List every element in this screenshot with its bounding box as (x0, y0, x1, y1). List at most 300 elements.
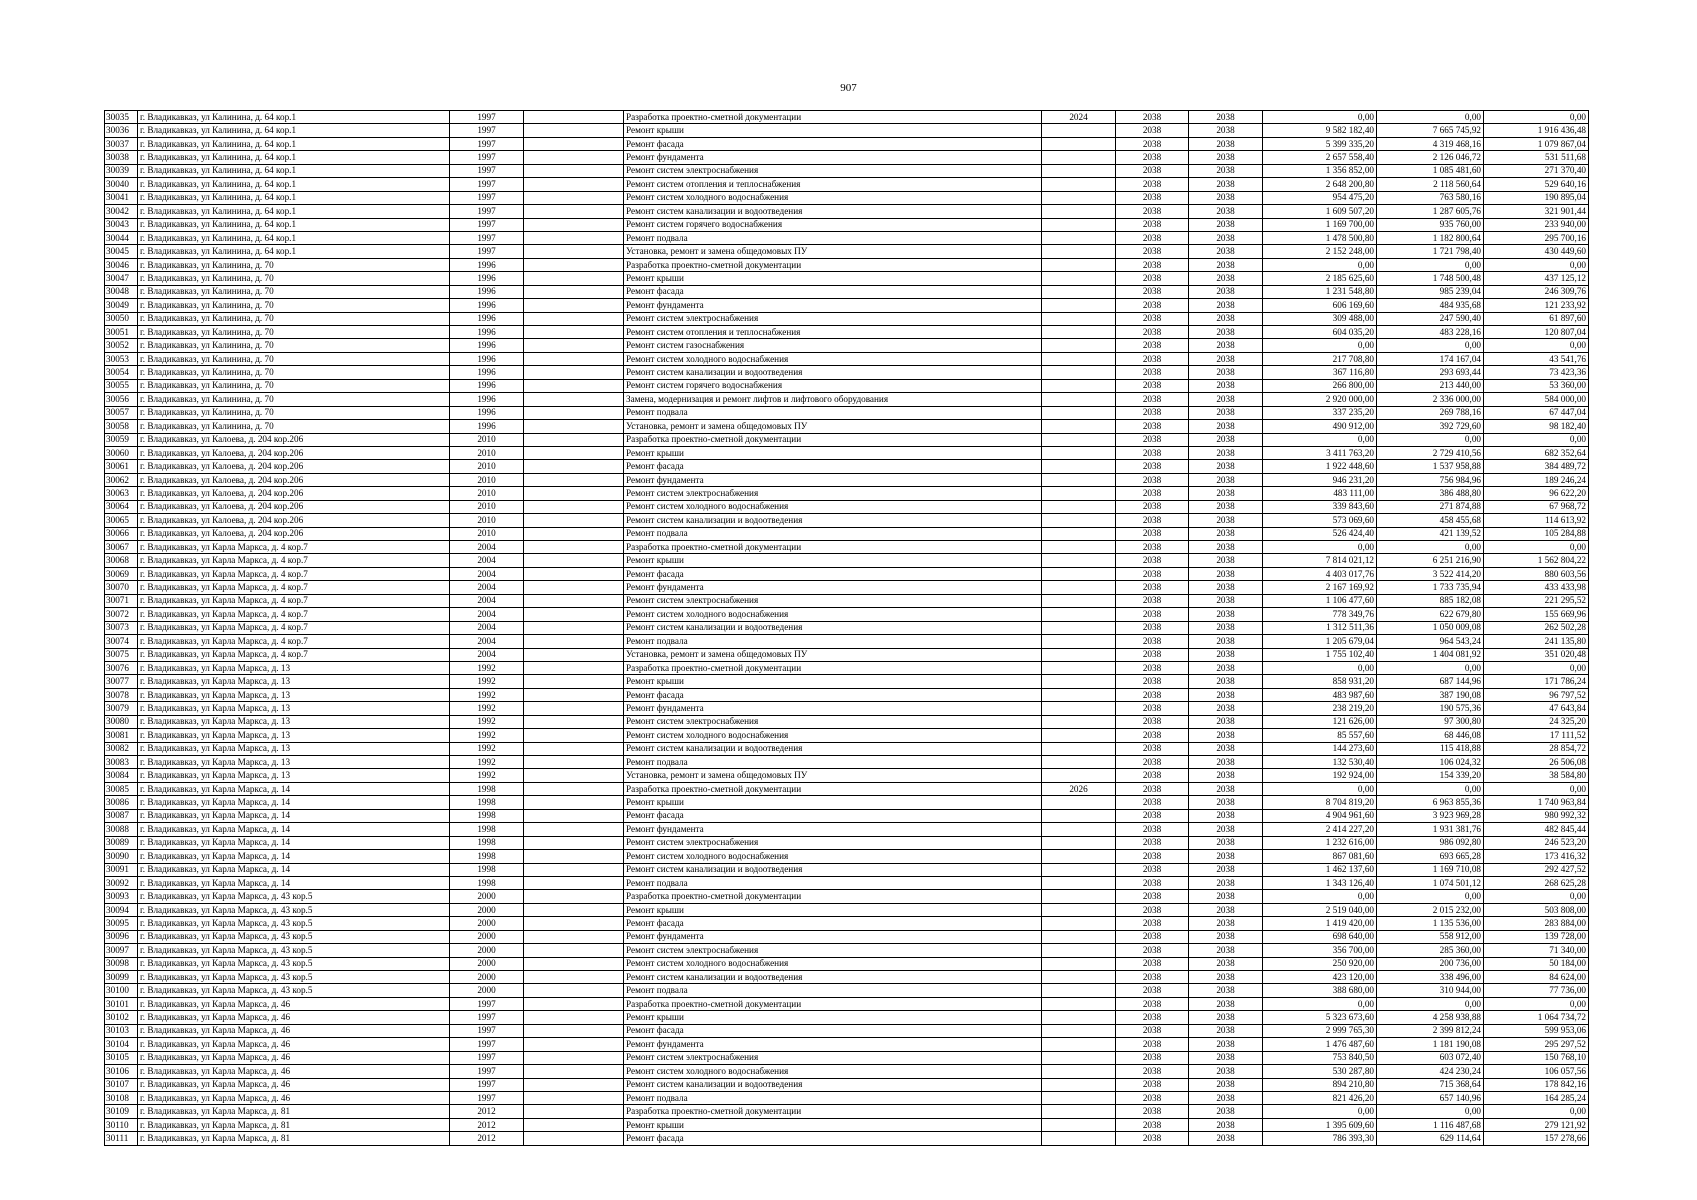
build-year-cell: 1997 (450, 151, 524, 164)
fund-cost-cell: 4 258 938,88 (1377, 1011, 1484, 1024)
end-year-cell: 2038 (1189, 326, 1263, 339)
total-cost-cell: 946 231,20 (1263, 473, 1377, 486)
end-year-cell: 2038 (1189, 756, 1263, 769)
fund-cost-cell: 1 085 481,60 (1377, 164, 1484, 177)
address-cell: г. Владикавказ, ул Карла Маркса, д. 81 (138, 1118, 450, 1131)
total-cost-cell: 8 704 819,20 (1263, 796, 1377, 809)
record-id-cell: 30037 (105, 137, 138, 150)
record-id-cell: 30093 (105, 890, 138, 903)
build-year-cell: 1996 (450, 406, 524, 419)
start-year-cell: 2038 (1116, 997, 1189, 1010)
end-year-cell: 2038 (1189, 1118, 1263, 1131)
work-type-cell: Ремонт систем электроснабжения (624, 944, 1042, 957)
plan-year-cell (1042, 352, 1116, 365)
table-row (105, 218, 1589, 231)
work-type-cell: Ремонт крыши (624, 675, 1042, 688)
plan-year-cell (1042, 1051, 1116, 1064)
work-type-cell: Установка, ремонт и замена общедомовых ПУ (624, 648, 1042, 661)
address-cell: г. Владикавказ, ул Карла Маркса, д. 46 (138, 997, 450, 1010)
work-type-cell: Ремонт систем холодного водоснабжения (624, 500, 1042, 513)
record-id-cell: 30035 (105, 111, 138, 124)
address-cell: г. Владикавказ, ул Калоева, д. 204 кор.206 (138, 460, 450, 473)
owner-cost-cell: 178 842,16 (1484, 1078, 1589, 1091)
end-year-cell: 2038 (1189, 500, 1263, 513)
address-cell: г. Владикавказ, ул Карла Маркса, д. 14 (138, 823, 450, 836)
address-cell: г. Владикавказ, ул Карла Маркса, д. 14 (138, 850, 450, 863)
end-year-cell: 2038 (1189, 702, 1263, 715)
end-year-cell: 2038 (1189, 111, 1263, 124)
blank-cell (524, 514, 624, 527)
owner-cost-cell: 482 845,44 (1484, 823, 1589, 836)
start-year-cell: 2038 (1116, 1038, 1189, 1051)
start-year-cell: 2038 (1116, 312, 1189, 325)
end-year-cell: 2038 (1189, 473, 1263, 486)
owner-cost-cell: 121 233,92 (1484, 299, 1589, 312)
end-year-cell: 2038 (1189, 460, 1263, 473)
address-cell: г. Владикавказ, ул Калинина, д. 64 кор.1 (138, 205, 450, 218)
blank-cell (524, 890, 624, 903)
total-cost-cell: 1 232 616,00 (1263, 836, 1377, 849)
address-cell: г. Владикавказ, ул Карла Маркса, д. 4 кор.7 (138, 541, 450, 554)
plan-year-cell (1042, 541, 1116, 554)
build-year-cell: 1997 (450, 1038, 524, 1051)
table-row (105, 782, 1589, 795)
total-cost-cell: 266 800,00 (1263, 379, 1377, 392)
blank-cell (524, 661, 624, 674)
blank-cell (524, 1051, 624, 1064)
plan-year-cell (1042, 191, 1116, 204)
build-year-cell: 1992 (450, 675, 524, 688)
blank-cell (524, 111, 624, 124)
work-type-cell: Ремонт фасада (624, 460, 1042, 473)
work-type-cell: Ремонт систем электроснабжения (624, 1051, 1042, 1064)
total-cost-cell: 526 424,40 (1263, 527, 1377, 540)
address-cell: г. Владикавказ, ул Карла Маркса, д. 43 кор.5 (138, 971, 450, 984)
end-year-cell: 2038 (1189, 850, 1263, 863)
table-row (105, 635, 1589, 648)
build-year-cell: 2000 (450, 917, 524, 930)
work-type-cell: Разработка проектно-сметной документации (624, 890, 1042, 903)
address-cell: г. Владикавказ, ул Калинина, д. 70 (138, 299, 450, 312)
work-type-cell: Замена, модернизация и ремонт лифтов и лифтового оборудования (624, 393, 1042, 406)
work-type-cell: Ремонт систем отопления и теплоснабжения (624, 326, 1042, 339)
plan-year-cell (1042, 218, 1116, 231)
fund-cost-cell: 387 190,08 (1377, 688, 1484, 701)
plan-year-cell (1042, 661, 1116, 674)
fund-cost-cell: 1 733 735,94 (1377, 581, 1484, 594)
blank-cell (524, 231, 624, 244)
total-cost-cell: 217 708,80 (1263, 352, 1377, 365)
total-cost-cell: 337 235,20 (1263, 406, 1377, 419)
build-year-cell: 1998 (450, 863, 524, 876)
start-year-cell: 2038 (1116, 527, 1189, 540)
fund-cost-cell: 483 228,16 (1377, 326, 1484, 339)
fund-cost-cell: 106 024,32 (1377, 756, 1484, 769)
owner-cost-cell: 105 284,88 (1484, 527, 1589, 540)
work-type-cell: Ремонт систем электроснабжения (624, 487, 1042, 500)
start-year-cell: 2038 (1116, 957, 1189, 970)
fund-cost-cell: 7 665 745,92 (1377, 124, 1484, 137)
fund-cost-cell: 0,00 (1377, 433, 1484, 446)
table-row (105, 406, 1589, 419)
address-cell: г. Владикавказ, ул Карла Маркса, д. 4 кор.7 (138, 621, 450, 634)
record-id-cell: 30043 (105, 218, 138, 231)
plan-year-cell (1042, 594, 1116, 607)
fund-cost-cell: 200 736,00 (1377, 957, 1484, 970)
table-row (105, 446, 1589, 459)
blank-cell (524, 1105, 624, 1118)
owner-cost-cell: 53 360,00 (1484, 379, 1589, 392)
plan-year-cell (1042, 608, 1116, 621)
build-year-cell: 2010 (450, 514, 524, 527)
fund-cost-cell: 269 788,16 (1377, 406, 1484, 419)
plan-year-cell (1042, 1038, 1116, 1051)
record-id-cell: 30041 (105, 191, 138, 204)
plan-year-cell (1042, 420, 1116, 433)
fund-cost-cell: 338 496,00 (1377, 971, 1484, 984)
plan-year-cell (1042, 997, 1116, 1010)
total-cost-cell: 483 987,60 (1263, 688, 1377, 701)
total-cost-cell: 3 411 763,20 (1263, 446, 1377, 459)
build-year-cell: 1998 (450, 850, 524, 863)
end-year-cell: 2038 (1189, 151, 1263, 164)
start-year-cell: 2038 (1116, 541, 1189, 554)
start-year-cell: 2038 (1116, 339, 1189, 352)
blank-cell (524, 1011, 624, 1024)
start-year-cell: 2038 (1116, 1024, 1189, 1037)
total-cost-cell: 2 185 625,60 (1263, 272, 1377, 285)
work-type-cell: Ремонт систем отопления и теплоснабжения (624, 178, 1042, 191)
owner-cost-cell: 67 968,72 (1484, 500, 1589, 513)
end-year-cell: 2038 (1189, 420, 1263, 433)
build-year-cell: 1997 (450, 205, 524, 218)
table-row (105, 1038, 1589, 1051)
owner-cost-cell: 28 854,72 (1484, 742, 1589, 755)
fund-cost-cell: 68 446,08 (1377, 729, 1484, 742)
record-id-cell: 30058 (105, 420, 138, 433)
fund-cost-cell: 0,00 (1377, 782, 1484, 795)
build-year-cell: 1996 (450, 258, 524, 271)
total-cost-cell: 1 356 852,00 (1263, 164, 1377, 177)
blank-cell (524, 903, 624, 916)
build-year-cell: 1997 (450, 1011, 524, 1024)
build-year-cell: 2012 (450, 1118, 524, 1131)
address-cell: г. Владикавказ, ул Карла Маркса, д. 13 (138, 742, 450, 755)
fund-cost-cell: 1 721 798,40 (1377, 245, 1484, 258)
work-type-cell: Ремонт систем холодного водоснабжения (624, 608, 1042, 621)
address-cell: г. Владикавказ, ул Калоева, д. 204 кор.206 (138, 514, 450, 527)
start-year-cell: 2038 (1116, 218, 1189, 231)
blank-cell (524, 406, 624, 419)
build-year-cell: 2012 (450, 1132, 524, 1145)
total-cost-cell: 573 069,60 (1263, 514, 1377, 527)
end-year-cell: 2038 (1189, 621, 1263, 634)
total-cost-cell: 0,00 (1263, 1105, 1377, 1118)
build-year-cell: 1997 (450, 137, 524, 150)
plan-year-cell (1042, 245, 1116, 258)
end-year-cell: 2038 (1189, 688, 1263, 701)
fund-cost-cell: 0,00 (1377, 541, 1484, 554)
record-id-cell: 30067 (105, 541, 138, 554)
work-type-cell: Ремонт фундамента (624, 702, 1042, 715)
address-cell: г. Владикавказ, ул Калинина, д. 64 кор.1 (138, 231, 450, 244)
build-year-cell: 2010 (450, 527, 524, 540)
total-cost-cell: 954 475,20 (1263, 191, 1377, 204)
fund-cost-cell: 885 182,08 (1377, 594, 1484, 607)
end-year-cell: 2038 (1189, 729, 1263, 742)
plan-year-cell (1042, 393, 1116, 406)
end-year-cell: 2038 (1189, 890, 1263, 903)
fund-cost-cell: 1 748 500,48 (1377, 272, 1484, 285)
build-year-cell: 2004 (450, 594, 524, 607)
owner-cost-cell: 0,00 (1484, 111, 1589, 124)
table-row (105, 729, 1589, 742)
address-cell: г. Владикавказ, ул Карла Маркса, д. 13 (138, 675, 450, 688)
fund-cost-cell: 603 072,40 (1377, 1051, 1484, 1064)
total-cost-cell: 778 349,76 (1263, 608, 1377, 621)
fund-cost-cell: 1 182 800,64 (1377, 231, 1484, 244)
plan-year-cell (1042, 984, 1116, 997)
address-cell: г. Владикавказ, ул Карла Маркса, д. 43 кор.5 (138, 890, 450, 903)
start-year-cell: 2038 (1116, 1105, 1189, 1118)
blank-cell (524, 836, 624, 849)
table-row (105, 433, 1589, 446)
build-year-cell: 1996 (450, 272, 524, 285)
build-year-cell: 2004 (450, 648, 524, 661)
end-year-cell: 2038 (1189, 352, 1263, 365)
address-cell: г. Владикавказ, ул Карла Маркса, д. 13 (138, 688, 450, 701)
record-id-cell: 30057 (105, 406, 138, 419)
work-type-cell: Ремонт фасада (624, 1132, 1042, 1145)
record-id-cell: 30044 (105, 231, 138, 244)
fund-cost-cell: 2 118 560,64 (1377, 178, 1484, 191)
address-cell: г. Владикавказ, ул Карла Маркса, д. 43 кор.5 (138, 957, 450, 970)
fund-cost-cell: 6 251 216,90 (1377, 554, 1484, 567)
table-row (105, 836, 1589, 849)
plan-year-cell (1042, 500, 1116, 513)
end-year-cell: 2038 (1189, 205, 1263, 218)
record-id-cell: 30083 (105, 756, 138, 769)
blank-cell (524, 541, 624, 554)
start-year-cell: 2038 (1116, 782, 1189, 795)
end-year-cell: 2038 (1189, 836, 1263, 849)
fund-cost-cell: 2 399 812,24 (1377, 1024, 1484, 1037)
start-year-cell: 2038 (1116, 917, 1189, 930)
plan-year-cell (1042, 272, 1116, 285)
work-type-cell: Ремонт подвала (624, 984, 1042, 997)
work-type-cell: Ремонт систем канализации и водоотведения (624, 742, 1042, 755)
start-year-cell: 2038 (1116, 406, 1189, 419)
table-row (105, 823, 1589, 836)
plan-year-cell (1042, 205, 1116, 218)
owner-cost-cell: 1 079 867,04 (1484, 137, 1589, 150)
fund-cost-cell: 0,00 (1377, 258, 1484, 271)
plan-year-cell (1042, 366, 1116, 379)
owner-cost-cell: 295 700,16 (1484, 231, 1589, 244)
end-year-cell: 2038 (1189, 191, 1263, 204)
table-row (105, 500, 1589, 513)
plan-year-cell (1042, 299, 1116, 312)
blank-cell (524, 930, 624, 943)
record-id-cell: 30107 (105, 1078, 138, 1091)
owner-cost-cell: 0,00 (1484, 890, 1589, 903)
blank-cell (524, 1132, 624, 1145)
record-id-cell: 30085 (105, 782, 138, 795)
total-cost-cell: 5 399 335,20 (1263, 137, 1377, 150)
end-year-cell: 2038 (1189, 1091, 1263, 1104)
address-cell: г. Владикавказ, ул Карла Маркса, д. 13 (138, 769, 450, 782)
table-row (105, 688, 1589, 701)
plan-year-cell (1042, 957, 1116, 970)
total-cost-cell: 894 210,80 (1263, 1078, 1377, 1091)
total-cost-cell: 309 488,00 (1263, 312, 1377, 325)
owner-cost-cell: 221 295,52 (1484, 594, 1589, 607)
work-type-cell: Ремонт фундамента (624, 581, 1042, 594)
fund-cost-cell: 1 931 381,76 (1377, 823, 1484, 836)
start-year-cell: 2038 (1116, 1011, 1189, 1024)
end-year-cell: 2038 (1189, 917, 1263, 930)
end-year-cell: 2038 (1189, 1024, 1263, 1037)
plan-year-cell (1042, 339, 1116, 352)
blank-cell (524, 876, 624, 889)
table-row (105, 1051, 1589, 1064)
work-type-cell: Ремонт фундамента (624, 823, 1042, 836)
build-year-cell: 2004 (450, 541, 524, 554)
plan-year-cell (1042, 863, 1116, 876)
total-cost-cell: 483 111,00 (1263, 487, 1377, 500)
owner-cost-cell: 173 416,32 (1484, 850, 1589, 863)
start-year-cell: 2038 (1116, 178, 1189, 191)
start-year-cell: 2038 (1116, 393, 1189, 406)
address-cell: г. Владикавказ, ул Калинина, д. 70 (138, 352, 450, 365)
fund-cost-cell: 310 944,00 (1377, 984, 1484, 997)
end-year-cell: 2038 (1189, 567, 1263, 580)
total-cost-cell: 192 924,00 (1263, 769, 1377, 782)
work-type-cell: Ремонт систем холодного водоснабжения (624, 729, 1042, 742)
address-cell: г. Владикавказ, ул Карла Маркса, д. 4 кор.7 (138, 581, 450, 594)
blank-cell (524, 944, 624, 957)
address-cell: г. Владикавказ, ул Калинина, д. 64 кор.1 (138, 245, 450, 258)
blank-cell (524, 1065, 624, 1078)
work-type-cell: Ремонт крыши (624, 903, 1042, 916)
total-cost-cell: 2 152 248,00 (1263, 245, 1377, 258)
fund-cost-cell: 2 126 046,72 (1377, 151, 1484, 164)
table-row (105, 231, 1589, 244)
start-year-cell: 2038 (1116, 608, 1189, 621)
table-row (105, 1091, 1589, 1104)
owner-cost-cell: 189 246,24 (1484, 473, 1589, 486)
fund-cost-cell: 1 050 009,08 (1377, 621, 1484, 634)
start-year-cell: 2038 (1116, 151, 1189, 164)
table-row (105, 675, 1589, 688)
fund-cost-cell: 0,00 (1377, 890, 1484, 903)
total-cost-cell: 0,00 (1263, 433, 1377, 446)
record-id-cell: 30102 (105, 1011, 138, 1024)
total-cost-cell: 530 287,80 (1263, 1065, 1377, 1078)
owner-cost-cell: 1 562 804,22 (1484, 554, 1589, 567)
plan-year-cell: 2024 (1042, 111, 1116, 124)
start-year-cell: 2038 (1116, 850, 1189, 863)
fund-cost-cell: 154 339,20 (1377, 769, 1484, 782)
blank-cell (524, 299, 624, 312)
end-year-cell: 2038 (1189, 406, 1263, 419)
start-year-cell: 2038 (1116, 1065, 1189, 1078)
total-cost-cell: 2 167 169,92 (1263, 581, 1377, 594)
build-year-cell: 1992 (450, 729, 524, 742)
table-row (105, 191, 1589, 204)
end-year-cell: 2038 (1189, 944, 1263, 957)
address-cell: г. Владикавказ, ул Карла Маркса, д. 43 кор.5 (138, 917, 450, 930)
blank-cell (524, 850, 624, 863)
table-row (105, 1078, 1589, 1091)
record-id-cell: 30042 (105, 205, 138, 218)
total-cost-cell: 604 035,20 (1263, 326, 1377, 339)
blank-cell (524, 312, 624, 325)
table-row (105, 326, 1589, 339)
end-year-cell: 2038 (1189, 661, 1263, 674)
owner-cost-cell: 0,00 (1484, 1105, 1589, 1118)
table-row (105, 111, 1589, 124)
address-cell: г. Владикавказ, ул Калинина, д. 64 кор.1 (138, 111, 450, 124)
plan-year-cell (1042, 715, 1116, 728)
record-id-cell: 30064 (105, 500, 138, 513)
total-cost-cell: 238 219,20 (1263, 702, 1377, 715)
table-row (105, 124, 1589, 137)
work-type-cell: Разработка проектно-сметной документации (624, 997, 1042, 1010)
start-year-cell: 2038 (1116, 285, 1189, 298)
start-year-cell: 2038 (1116, 756, 1189, 769)
end-year-cell: 2038 (1189, 1038, 1263, 1051)
address-cell: г. Владикавказ, ул Калоева, д. 204 кор.206 (138, 433, 450, 446)
blank-cell (524, 554, 624, 567)
build-year-cell: 1992 (450, 715, 524, 728)
end-year-cell: 2038 (1189, 608, 1263, 621)
plan-year-cell (1042, 514, 1116, 527)
blank-cell (524, 809, 624, 822)
fund-cost-cell: 293 693,44 (1377, 366, 1484, 379)
end-year-cell: 2038 (1189, 245, 1263, 258)
start-year-cell: 2038 (1116, 890, 1189, 903)
work-type-cell: Разработка проектно-сметной документации (624, 258, 1042, 271)
address-cell: г. Владикавказ, ул Калинина, д. 70 (138, 366, 450, 379)
start-year-cell: 2038 (1116, 796, 1189, 809)
owner-cost-cell: 1 916 436,48 (1484, 124, 1589, 137)
work-type-cell: Ремонт систем канализации и водоотведения (624, 514, 1042, 527)
plan-year-cell (1042, 258, 1116, 271)
fund-cost-cell: 3 923 969,28 (1377, 809, 1484, 822)
build-year-cell: 2000 (450, 944, 524, 957)
address-cell: г. Владикавказ, ул Карла Маркса, д. 14 (138, 863, 450, 876)
work-type-cell: Ремонт подвала (624, 876, 1042, 889)
work-type-cell: Ремонт крыши (624, 796, 1042, 809)
table-row (105, 997, 1589, 1010)
fund-cost-cell: 657 140,96 (1377, 1091, 1484, 1104)
record-id-cell: 30076 (105, 661, 138, 674)
start-year-cell: 2038 (1116, 366, 1189, 379)
start-year-cell: 2038 (1116, 137, 1189, 150)
total-cost-cell: 367 116,80 (1263, 366, 1377, 379)
plan-year-cell (1042, 137, 1116, 150)
address-cell: г. Владикавказ, ул Карла Маркса, д. 14 (138, 836, 450, 849)
plan-year-cell (1042, 178, 1116, 191)
table-row (105, 796, 1589, 809)
record-id-cell: 30082 (105, 742, 138, 755)
end-year-cell: 2038 (1189, 1105, 1263, 1118)
end-year-cell: 2038 (1189, 635, 1263, 648)
build-year-cell: 2010 (450, 500, 524, 513)
fund-cost-cell: 1 287 605,76 (1377, 205, 1484, 218)
build-year-cell: 2004 (450, 567, 524, 580)
